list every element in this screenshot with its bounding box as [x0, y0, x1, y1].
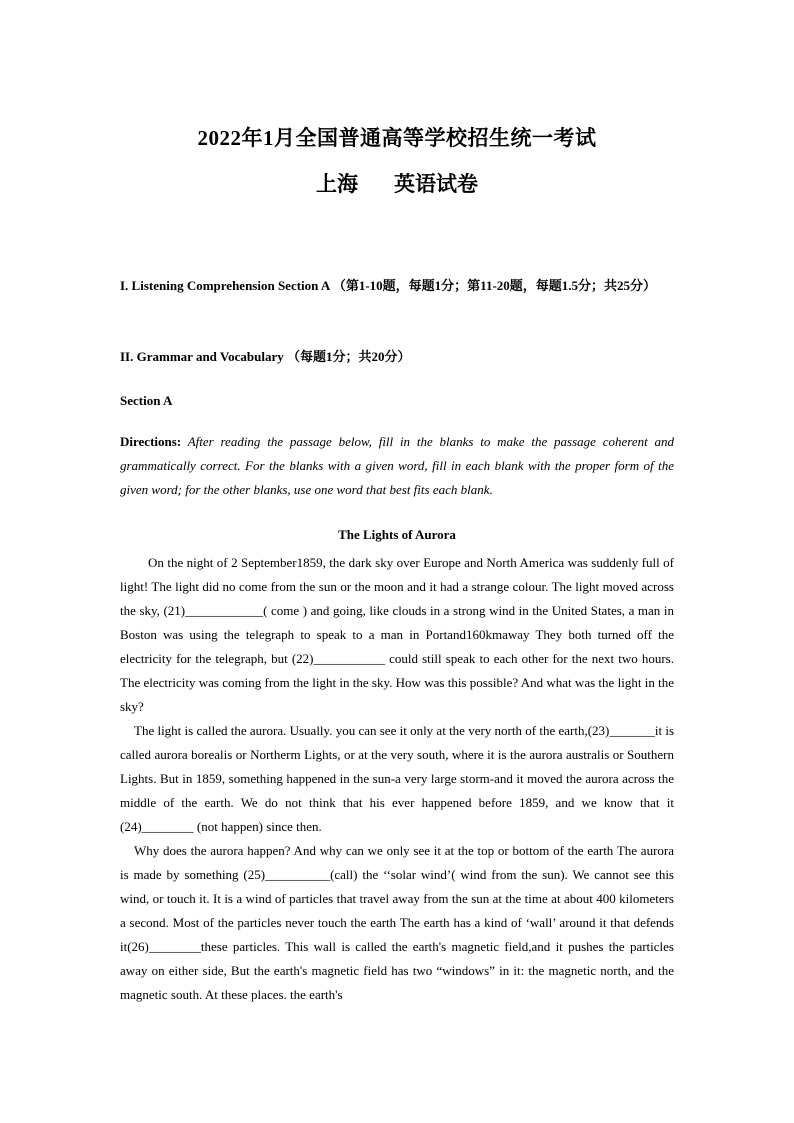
passage-body [120, 551, 674, 1007]
passage-paragraph: Why does the aurora happen? And why can we only see it at the top or bottom of the earth The aurora is made by something (25)__________(call) the ‘‘solar wind’( wind from the sun). We cannot see this wind, or touch it. It is a wind of particles that travel away from the sun at the time at about 400 kilometers a second. Most of the particles never touch the earth The earth has a kind of ‘wall’ around it that defends it(26)________these particles. This wall is called the earth's magnetic field,and it pushes the particles away on either side, But the earth's magnetic field has two “windows” in it: the magnetic north, and the magnetic south. At these places. the earth's [120, 843, 674, 1002]
passage-title: The Lights of Aurora [338, 527, 456, 542]
directions-text: After reading the passage below, fill in the blanks to make the passage coherent and grammatically correct. For the blanks with a given word, fill in each blank with the proper form of the given word; for the other blanks, use one word that best fits each blank. [120, 434, 674, 497]
exam-subtitle [0, 168, 794, 198]
section-a-heading: Section A [120, 393, 173, 408]
directions [120, 430, 674, 502]
section-grammar-heading: II. Grammar and Vocabulary （每题1分；共20分） [120, 349, 411, 364]
directions-label: Directions: [120, 434, 182, 449]
exam-title: 2022年1月全国普通高等学校招生统一考试 [197, 126, 597, 150]
section-listening-heading: I. Listening Comprehension Section A （第1-10题，每题1分；第11-20题，每题1.5分；共25分） [120, 278, 657, 293]
passage-paragraph: The light is called the aurora. Usually. you can see it only at the very north of the earth,(23)_______it is called aurora borealis or Northerm Lights, or at the very south, where it is the aurora australis or Southern Lights. But in 1859, something happened in the sun-a very large storm-and it moved the aurora across the middle of the earth. We do not think that his ever happened before 1859, and we know that it (24)________ (not happen) since then. [120, 723, 674, 834]
exam-subject: 英语试卷 [394, 172, 478, 196]
exam-region: 上海 [316, 172, 358, 196]
passage-paragraph: On the night of 2 September1859, the dark sky over Europe and North America was suddenly full of light! The light did no come from the sun or the moon and it had a strange colour. The light moved across the sky, (21)____________( come ) and going, like clouds in a strong wind in the United States, a man in Boston was using the telegraph to speak to a man in Portand160kmaway They both turned off the electricity for the telegraph, but (22)___________ could still speak to each other for the next two hours. The electricity was coming from the light in the sky. How was this possible? And what was the light in the sky? [120, 555, 674, 714]
